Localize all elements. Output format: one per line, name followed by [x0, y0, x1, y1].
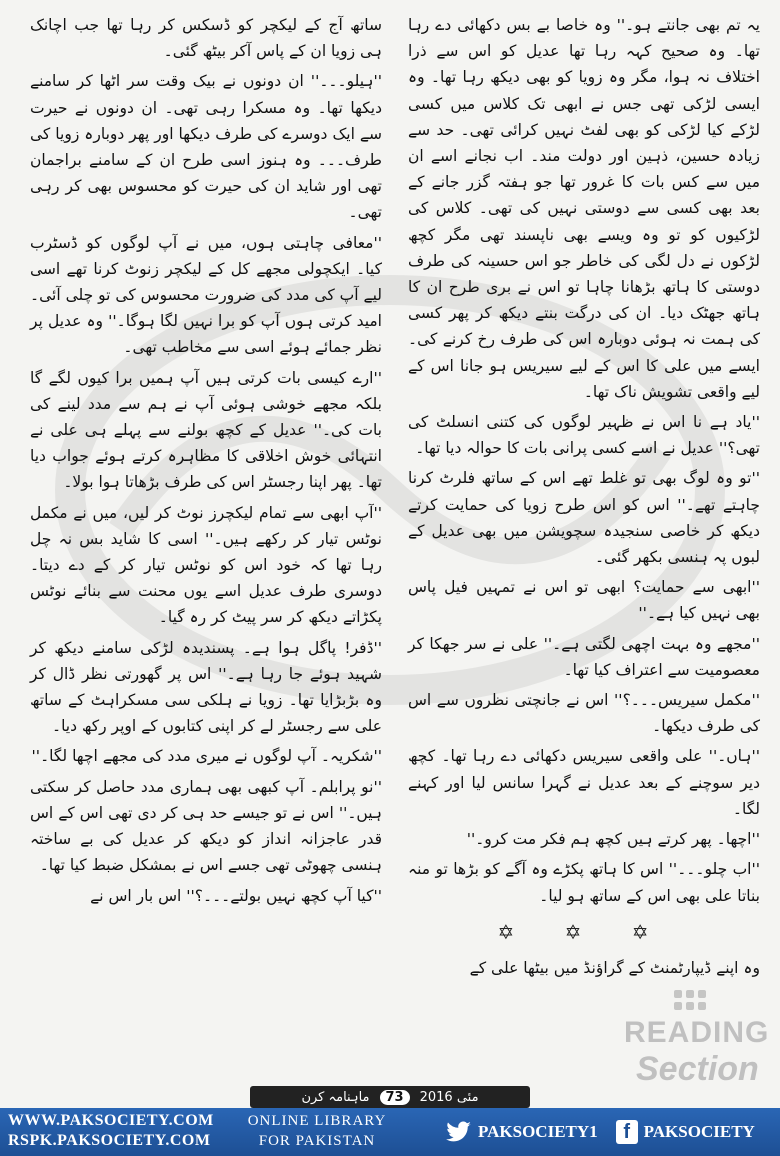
section-logo-word: Section — [636, 1050, 759, 1088]
site-links — [8, 1111, 214, 1151]
paragraph: ''ارے کیسی بات کرتی ہیں آپ ہمیں برا کیوں لگے گا بلکہ مجھے خوشی ہوئی آپ نے ہم سے مدد لینے کی بات کی۔'' عدیل کے کچھ بولنے سے پہلے ہی علی نے انتہائی خوش اخلاقی کا مظاہرہ کرتے ہوئے جواب دیا تھا۔ پھر اپنا رجسٹر اس کی طرف بڑھاتا ہوا بولا۔ — [30, 368, 382, 492]
paragraph: ''یاد ہے نا اس نے ظہیر لوگوں کی کتنی انسلٹ کی تھی؟'' عدیل نے اسے کسی پرانی بات کا حوالہ دیا تھا۔ — [408, 413, 760, 458]
magazine-title: ماہنامہ کرن — [301, 1089, 370, 1105]
paragraph: وہ اپنے ڈیپارٹمنٹ کے گراؤنڈ میں بیٹھا علی کے — [469, 958, 760, 977]
page-number: 73 — [380, 1090, 410, 1105]
issue-date: مئی 2016 — [419, 1089, 479, 1105]
site-footer-bar — [0, 1108, 780, 1156]
paragraph: ''ہاں۔'' علی واقعی سیریس دکھائی دے رہا تھا۔ کچھ دیر سوچنے کے بعد عدیل نے گہرا سانس لیا اور کہنے لگا۔ — [408, 747, 760, 818]
paragraph: ''مجھے وہ بہت اچھی لگتی ہے۔'' علی نے سر جھکا کر معصومیت سے اعتراف کیا تھا۔ — [408, 634, 760, 679]
social-links — [446, 1120, 755, 1144]
right-text-column — [408, 12, 760, 985]
site-link[interactable]: WWW.PAKSOCIETY.COM — [8, 1112, 214, 1129]
paragraph: یہ تم بھی جانتے ہو۔'' وہ خاصا بے بس دکھائی دے رہا تھا۔ وہ صحیح کہہ رہا تھا عدیل کو اس سے ذرا اختلاف نہ ہوا، مگر وہ زویا کو بھی دیکھ رہا تھا۔ وہ ایسی لڑکی تھی جس نے ابھی تک کلاس میں کسی لڑکے کیا لڑکی کو بھی لفٹ نہیں کرائی تھی۔ حد سے زیادہ حسین، ذہین اور دولت مند۔ اب نجانے اسے ان میں سے کس بات کا غرور تھا جو ہفتہ گزر جانے کے بعد بھی کسی سے دوستی نہیں کی تھی۔ کلاس کی لڑکیوں کو تو وہ ویسے بھی ناپسند تھی مگر کچھ لڑکوں نے دل لگی کی خاطر جو اس حسینہ کی طرف دوستی کا ہاتھ بڑھانا چاہا تو اس نے بری طرح ان کا ہاتھ جھٹک دیا۔ ان کی درگت بنتے دیکھ کر پھر کسی کی ہمت نہ ہوئی دوبارہ اس کی طرف رخ کرنے کی۔ ایسے میں علی کا اس کے لیے سیریس ہو جانا اس کے لیے واقعی تشویش ناک تھا۔ — [408, 16, 760, 401]
paragraph: ''اچھا۔ پھر کرتے ہیں کچھ ہم فکر مت کرو۔'' — [466, 830, 760, 849]
library-line: FOR PAKISTAN — [258, 1133, 376, 1149]
twitter-handle[interactable]: PAKSOCIETY1 — [478, 1122, 598, 1141]
paragraph: ''شکریہ۔ آپ لوگوں نے میری مدد کی مجھے اچھا لگا۔'' — [31, 747, 382, 766]
reading-logo-word: READING — [624, 1016, 770, 1049]
paragraph: ''آپ ابھی سے تمام لیکچرز نوٹ کر لیں، میں نے مکمل نوٹس تیار کر رکھے ہیں۔'' اسی کا شاید بس نہ چل رہا تھا کہ خود اس کو نوٹس تیار کر کے دے دیتا۔ دوسری طرف عدیل اسے یوں محنت سے بنائے نوٹس پکڑاتے دیکھ کر سر پیٹ کر رہ گیا۔ — [30, 503, 382, 627]
facebook-handle[interactable]: PAKSOCIETY — [643, 1122, 755, 1141]
site-link[interactable]: RSPK.PAKSOCIETY.COM — [8, 1132, 211, 1149]
facebook-icon[interactable]: f — [616, 1120, 638, 1144]
paragraph: ''کیا آپ کچھ نہیں بولتے۔۔۔؟'' اس بار اس نے — [90, 886, 382, 905]
reading-section-logo — [606, 990, 776, 1100]
section-divider-stars: ✡ ✡ ✡ — [497, 919, 671, 944]
left-text-column — [30, 12, 382, 913]
paragraph: ''مکمل سیریس۔۔۔؟'' اس نے جانچتی نظروں سے اس کی طرف دیکھا۔ — [408, 691, 760, 736]
twitter-bird-icon[interactable] — [446, 1121, 472, 1143]
paragraph: ساتھ آج کے لیکچر کو ڈسکس کر رہا تھا جب اچانک ہی زویا ان کے پاس آکر بیٹھ گئی۔ — [30, 16, 382, 61]
paragraph: ''تو وہ لوگ بھی تو غلط تھے اس کے ساتھ فلرٹ کرنا چاہتے تھے۔'' اس کو اس طرح زویا کی حمایت کرتے دیکھ کر خاصی سنجیدہ سچویشن میں بھی عدیل کے لبوں پہ ہنسی بکھر گئی۔ — [408, 469, 760, 567]
paragraph: ''معافی چاہتی ہوں، میں نے آپ لوگوں کو ڈسٹرب کیا۔ ایکچولی مجھے کل کے لیکچر زنوٹ کرنا تھے اسی لیے آپ کی مدد کی ضرورت محسوس کی تو چلی آئی۔ امید کرتی ہوں آپ کو برا نہیں لگا ہوگا۔'' وہ عدیل پر نظر جمائے ہوئے اسی سے مخاطب تھی۔ — [30, 233, 382, 357]
paragraph: ''ہیلو۔۔۔'' ان دونوں نے بیک وقت سر اٹھا کر سامنے دیکھا تھا۔ وہ مسکرا رہی تھی۔ ان دونوں نے حیرت سے ایک دوسرے کی طرف دیکھا اور پھر دوبارہ زویا کی طرف۔۔۔ وہ ہنوز اسی طرح ان کے سامنے براجمان تھی اور شاید ان کی حیرت کو محسوس بھی کر رہی تھی۔ — [30, 72, 382, 222]
library-line: ONLINE LIBRARY — [247, 1113, 387, 1129]
paragraph: ''ابھی سے حمایت؟ ابھی تو اس نے تمہیں فیل پاس بھی نہیں کیا ہے۔'' — [408, 578, 760, 623]
paragraph: ''ڈفر! پاگل ہوا ہے۔ پسندیدہ لڑکی سامنے دیکھ کر شہید ہوئے جا رہا ہے۔'' اس پر گھورتی نظر ڈال کر وہ بڑبڑایا تھا۔ زویا نے ہلکی سی مسکراہٹ کے ساتھ علی سے رجسٹر لے کر اپنی کتابوں کے اوپر رکھ دیا۔ — [30, 638, 382, 736]
page-footer-strip — [250, 1086, 530, 1108]
paragraph: ''نو پرابلم۔ آپ کبھی بھی ہماری مدد حاصل کر سکتی ہیں۔'' اس نے تو جیسے حد ہی کر دی تھی اس کے اس قدر عاجزانہ انداز کو دیکھ کر عدیل کی بے ساختہ ہنسی چھوٹی تھی جسے اس نے بمشکل ضبط کیا تھا۔ — [30, 777, 382, 875]
paragraph: ''اب چلو۔۔۔'' اس کا ہاتھ پکڑے وہ آگے کو بڑھا تو منہ بناتا علی بھی اس کے ساتھ ہو لیا۔ — [408, 860, 760, 905]
library-tagline — [244, 1111, 390, 1151]
